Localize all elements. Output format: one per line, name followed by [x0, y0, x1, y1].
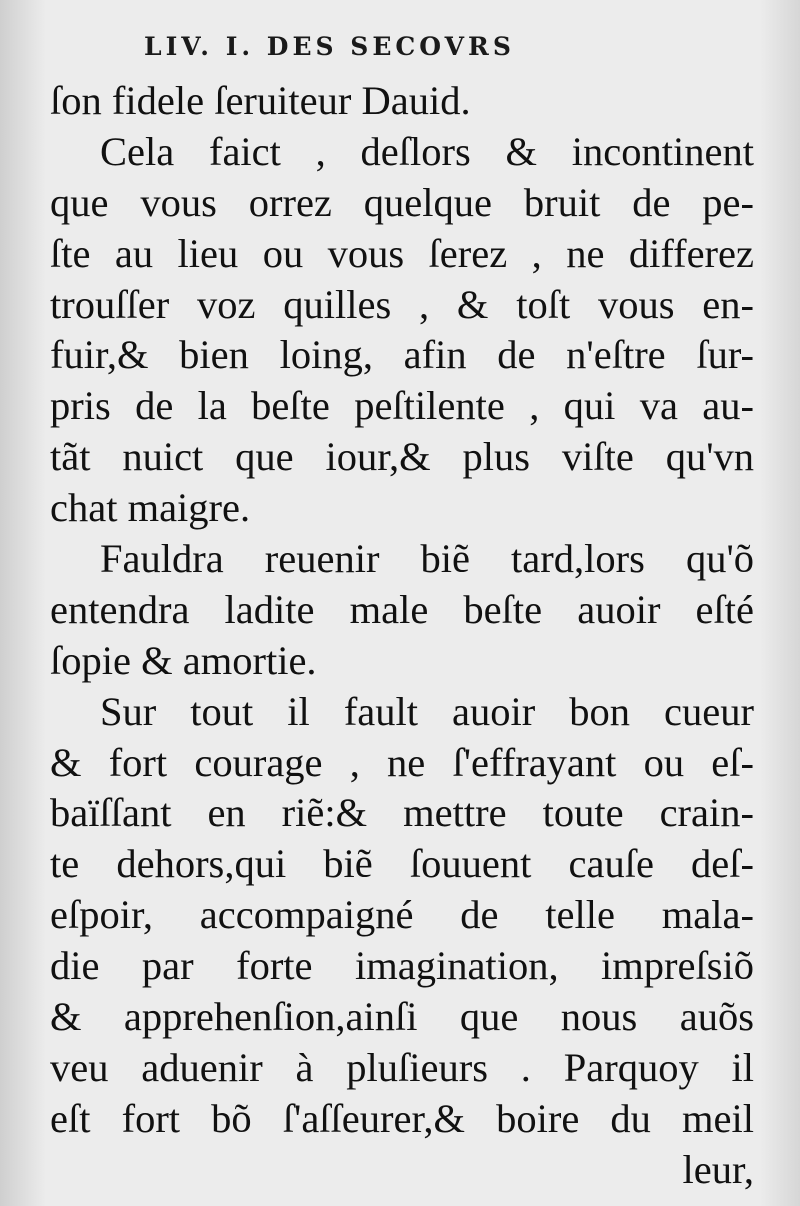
text-line: & fort courage , ne ſ'effrayant ou eſ-	[50, 739, 754, 785]
text-line: Cela faict , deſlors & incontinent	[100, 128, 754, 174]
text-line: baïſſant en riẽ:& mettre toute crain-	[50, 790, 754, 836]
text-line: die par forte imagination, impreſsiõ	[50, 943, 754, 989]
text-line: pris de la beſte peſtilente , qui va au-	[50, 383, 754, 429]
text-line: eſpoir, accompaigné de telle mala-	[50, 892, 754, 938]
text-line: ſopie & amortie.	[50, 637, 317, 683]
page-gutter-shadow	[0, 0, 46, 1206]
text-line: Sur tout il fault auoir bon cueur	[100, 688, 754, 734]
text-line: fuir,& bien loing, afin de n'eſtre ſur-	[50, 332, 754, 378]
page-edge-shadow	[760, 0, 800, 1206]
text-line: ſon fidele ſeruiteur Dauid.	[50, 78, 471, 123]
text-line: veu aduenir à pluſieurs . Parquoy il	[50, 1044, 754, 1090]
text-line: eſt fort bõ ſ'aſſeurer,& boire du meil	[50, 1095, 754, 1141]
catchword: leur,	[682, 1146, 754, 1192]
text-line: te dehors,qui biẽ ſouuent cauſe deſ-	[50, 841, 754, 887]
text-line: entendra ladite male beſte auoir eſté	[50, 586, 754, 632]
text-line: que vous orrez quelque bruit de pe-	[50, 179, 754, 225]
text-line: chat maigre.	[50, 485, 251, 531]
text-line: Fauldra reuenir biẽ tard,lors qu'õ	[100, 536, 754, 582]
text-line: ſte au lieu ou vous ſerez , ne differez	[50, 230, 754, 276]
text-line: & apprehenſion,ainſi que nous auõs	[50, 994, 754, 1040]
body-text	[50, 76, 754, 1196]
text-line: tãt nuict que iour,& plus viſte qu'vn	[50, 434, 754, 480]
text-line: trouſſer voz quilles , & toſt vous en-	[50, 281, 754, 327]
running-head: LIV. I. DES SECOVRS	[144, 32, 515, 61]
